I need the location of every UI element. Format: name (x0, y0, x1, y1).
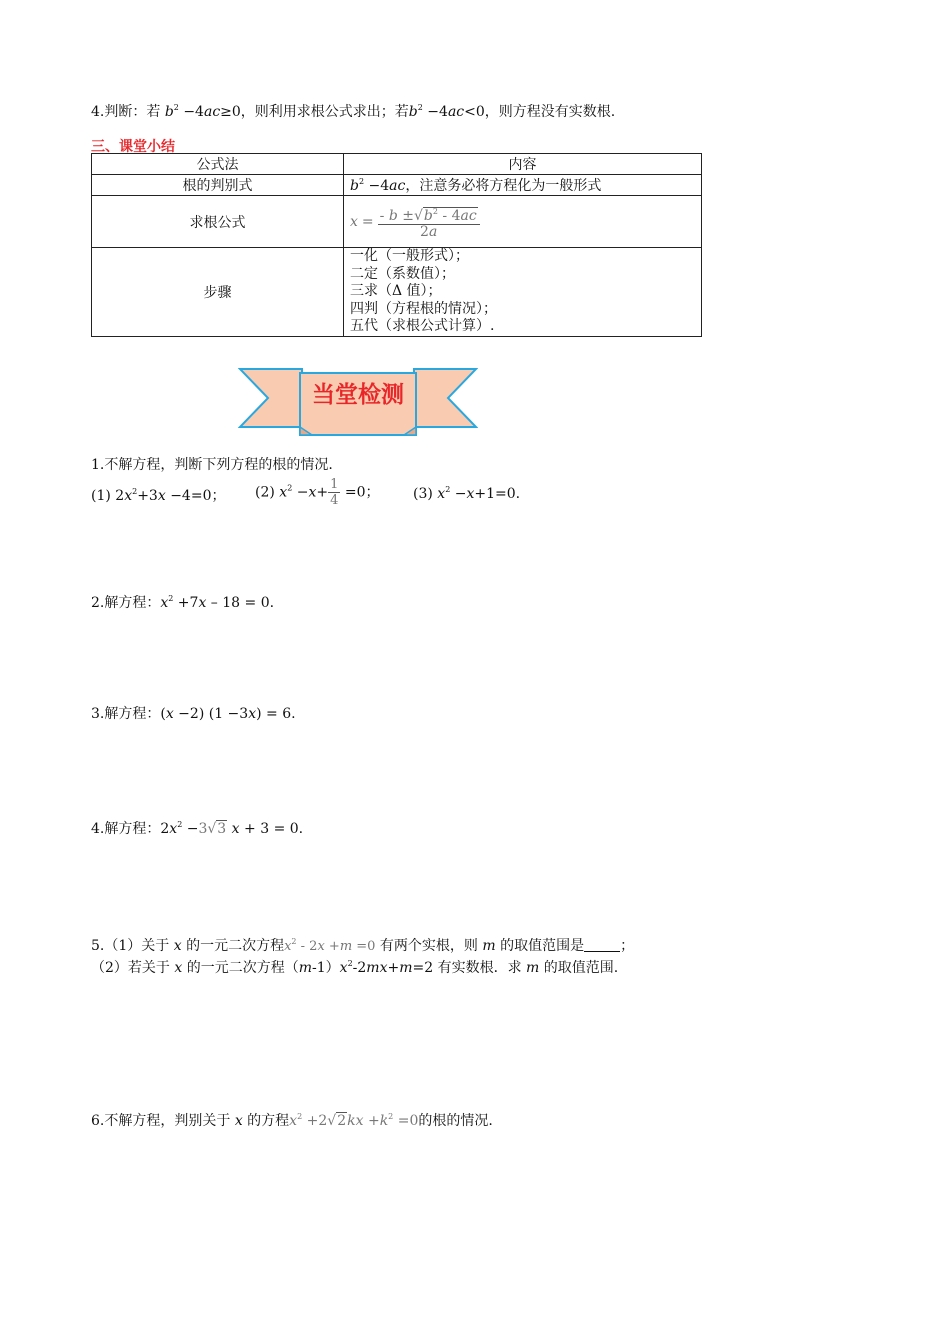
question-1-part-1: (1) $2x^2+3x -4=0$； (91, 487, 226, 504)
steps-list (344, 248, 702, 337)
question-1-title: 1.不解方程，判断下列方程的根的情况. (91, 457, 333, 473)
section-title: 三、课堂小结 (91, 139, 175, 155)
discriminant-content: $b^2 -4ac$，注意务必将方程化为一般形式 (344, 175, 702, 196)
summary-table (91, 153, 702, 337)
row-label-discriminant: 根的判别式 (92, 175, 344, 196)
table-row (92, 196, 702, 248)
step-item: 三求（Δ 值）； (350, 283, 442, 299)
question-5-part-2: （2）若关于 x 的一元二次方程$(m-1)x^2-2mx+m=2$ 有实数根．求 m 的取值范围. (91, 959, 619, 976)
table-header-row (92, 154, 702, 175)
question-1-part-2: (2) $x^2 -x+$ $\frac{1}{4}$ =0； (255, 477, 380, 508)
step-item: 四判（方程根的情况）； (350, 300, 497, 317)
discriminant-note: ，注意务必将方程化为一般形式 (405, 178, 602, 194)
condition-negative: $b^2 -4ac<0$ (408, 103, 485, 120)
question-2: 2.解方程：$x^2 +7x - 18 = 0$. (91, 594, 275, 611)
judgement-text-c: ，则方程没有实数根. (484, 104, 616, 120)
question-5-part-1: 5.（1）关于 x 的一元二次方程$x^2 - 2x +m =0$ 有两个实根，则 m 的取值范围是 ； (91, 937, 635, 954)
banner-left-tail (240, 369, 302, 427)
question-4: 4.解方程：$2x^2 -3√3$ x + 3 = 0. (91, 820, 304, 837)
banner-right-tail (414, 369, 476, 427)
question-1-part-3: (3) $x^2 -x+1=0$. (413, 485, 521, 502)
step-item: 一化（一般形式）； (350, 248, 469, 264)
row-label-steps: 步骤 (92, 248, 344, 337)
judgement-text-b: ，则利用求根公式求出；若 (240, 104, 409, 120)
row-label-formula: 求根公式 (92, 196, 344, 248)
question-6: 6.不解方程，判别关于 x 的方程$x^2 +2√2kx +k^2 =0$的根的情况. (91, 1112, 493, 1129)
header-cell-content: 内容 (344, 154, 702, 175)
step-item: 五代（求根公式计算）. (350, 318, 495, 334)
header-cell-method: 公式法 (92, 154, 344, 175)
answer-blank[interactable] (584, 937, 620, 952)
quadratic-formula: x = $\frac{- b \pm√b^2 - 4ac}{2a}$ (344, 196, 702, 248)
condition-positive: $b^2 -4ac\ge 0$ (164, 103, 241, 120)
table-row (92, 175, 702, 196)
step-item: 二定（系数值）； (350, 265, 455, 282)
question-3: 3.解方程：(x −2) (1 −3x) = 6. (91, 706, 296, 722)
banner-title: 当堂检测 (312, 382, 404, 408)
table-row (92, 248, 702, 337)
judgement-text-a: 4.判断：若 (91, 104, 161, 120)
judgement-line (91, 101, 615, 121)
